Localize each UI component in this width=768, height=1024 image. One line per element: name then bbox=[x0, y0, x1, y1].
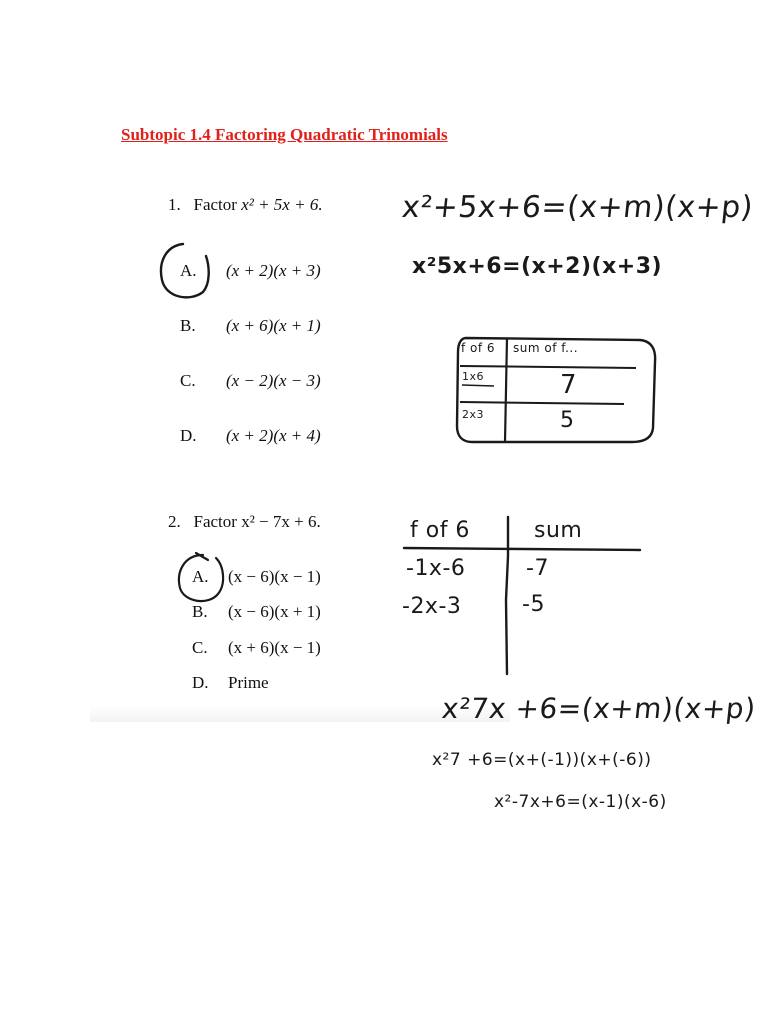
q1-table-header-right: sum of f... bbox=[513, 341, 579, 355]
q1-expression: x² + 5x + 6. bbox=[241, 195, 323, 214]
q2-table-row2-right: -5 bbox=[522, 592, 545, 617]
q2-table-row1-right: -7 bbox=[526, 556, 549, 581]
q1-hw-line-2: x²5x+6=(x+2)(x+3) bbox=[412, 254, 663, 279]
q2-hw-line-1: x²7x +6=(x+m)(x+p) bbox=[440, 692, 758, 725]
q1-choice-a-text: (x + 2)(x + 3) bbox=[226, 261, 321, 280]
q2-hw-line-2: x²7 +6=(x+(-1))(x+(-6)) bbox=[432, 750, 652, 770]
q1-answer-circle bbox=[161, 244, 209, 297]
q1-choice-a-letter: A. bbox=[180, 261, 197, 280]
q1-table-row2-right: 5 bbox=[560, 408, 575, 433]
q2-table-horizontal bbox=[404, 548, 640, 550]
q2-choice-d-text: Prime bbox=[228, 673, 269, 692]
q1-choice-d-text: (x + 2)(x + 4) bbox=[226, 426, 321, 445]
q1-choice-d-letter: D. bbox=[180, 426, 197, 445]
q2-choice-a-letter: A. bbox=[192, 567, 209, 586]
q2-choice-c-text: (x + 6)(x − 1) bbox=[228, 638, 321, 657]
q2-number: 2. bbox=[168, 512, 181, 531]
q1-choice-c-letter: C. bbox=[180, 371, 196, 390]
q1-table-row2-left: 2x3 bbox=[462, 408, 485, 421]
q2-table-vertical bbox=[506, 517, 508, 674]
q1-choice-c-text: (x − 2)(x − 3) bbox=[226, 371, 321, 390]
q1-table-row1-right: 7 bbox=[560, 370, 578, 400]
q1-table-divider bbox=[505, 338, 507, 442]
q2-choice-c-letter: C. bbox=[192, 638, 208, 657]
q2-table-header-right: sum bbox=[534, 518, 583, 543]
q2-choice-d-letter: D. bbox=[192, 673, 209, 692]
q2-answer-circle bbox=[179, 553, 223, 601]
q2-expression: x² − 7x + 6. bbox=[241, 512, 321, 531]
q2-table-header-left: f of 6 bbox=[410, 518, 470, 543]
q1-prefix: Factor bbox=[193, 195, 242, 214]
q1-table-header-left: f of 6 bbox=[461, 341, 496, 355]
q1-number: 1. bbox=[168, 195, 181, 214]
q1-table-row-line-2 bbox=[460, 402, 624, 404]
q2-prefix: Factor bbox=[193, 512, 242, 531]
q1-hw-line-1: x²+5x+6=(x+m)(x+p) bbox=[400, 190, 755, 225]
page-title: Subtopic 1.4 Factoring Quadratic Trinomials bbox=[121, 125, 448, 144]
q2-hw-line-3: x²-7x+6=(x-1)(x-6) bbox=[494, 792, 667, 812]
q2-choice-b-text: (x − 6)(x + 1) bbox=[228, 602, 321, 621]
q1-table-row-line-1 bbox=[460, 366, 636, 368]
q2-choice-b-letter: B. bbox=[192, 602, 208, 621]
q2-choice-a-text: (x − 6)(x − 1) bbox=[228, 567, 321, 586]
q2-table-row2-left: -2x-3 bbox=[402, 594, 462, 619]
q2-table-row1-left: -1x-6 bbox=[406, 556, 466, 581]
q1-table-head-underline bbox=[462, 385, 494, 386]
q1-choice-b-letter: B. bbox=[180, 316, 196, 335]
q1-choice-b-text: (x + 6)(x + 1) bbox=[226, 316, 321, 335]
q1-table-row1-left: 1x6 bbox=[462, 370, 485, 383]
